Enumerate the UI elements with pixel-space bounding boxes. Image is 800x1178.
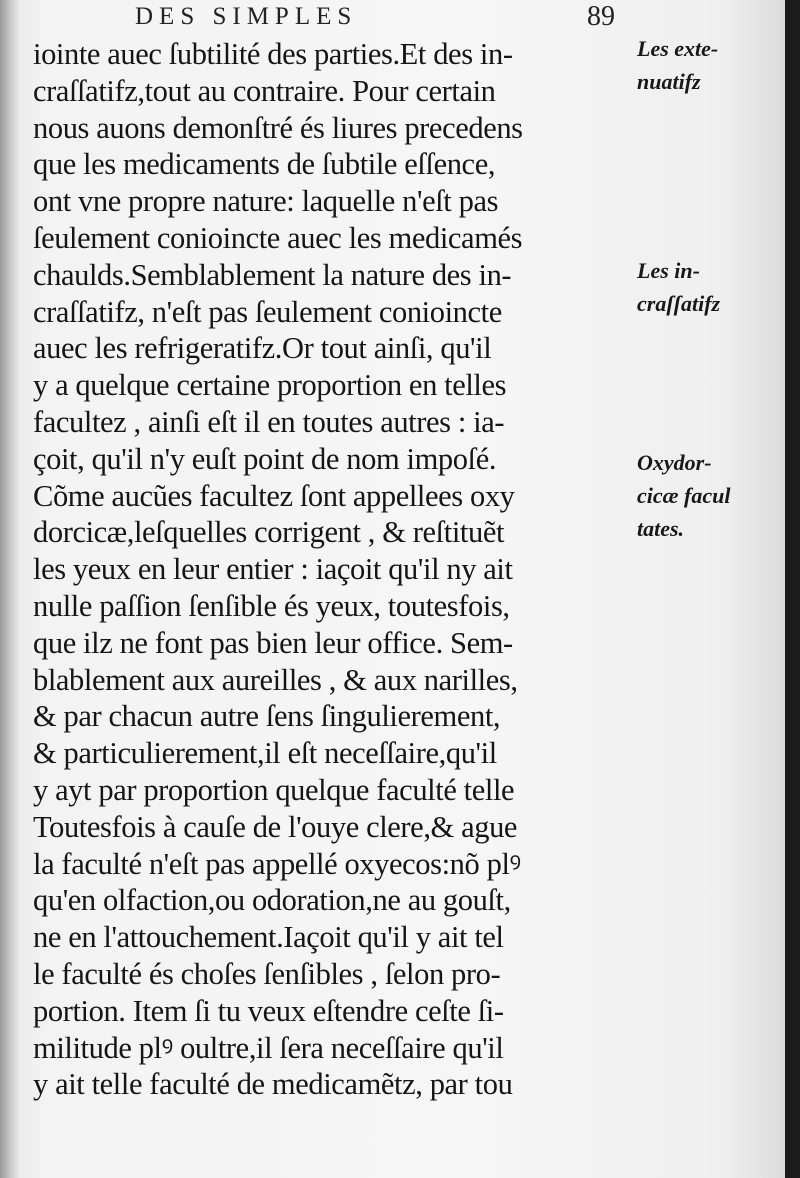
body-text <box>33 36 633 1103</box>
text-line: çoit, qu'il n'y euſt point de nom impoſé. <box>33 441 497 476</box>
text-line: auec les refrigeratifz.Or tout ainſi, qu'il <box>33 331 492 366</box>
text-line: que les medicaments de ſubtile eſſence, <box>33 147 496 182</box>
marginal-note-line: tates. <box>637 516 685 541</box>
marginal-note-line: Oxydor- <box>637 450 712 475</box>
page-number: 89 <box>587 1 615 32</box>
text-line: nous auons demonſtré és liures precedens <box>33 110 523 145</box>
page-gutter-shadow <box>0 0 20 1178</box>
text-line: portion. Item ſi tu veux eſtendre ceſte ſi- <box>33 993 504 1028</box>
text-line: le faculté és choſes ſenſibles , ſelon pro- <box>33 956 501 991</box>
text-line: y ayt par proportion quelque faculté telle <box>33 772 515 807</box>
text-line: ont vne propre nature: laquelle n'eſt pas <box>33 184 499 219</box>
text-line: facultez , ainſi eſt il en toutes autres : ia- <box>33 404 505 439</box>
text-line: craſſatifz, n'eſt pas ſeulement conioincte <box>33 294 502 329</box>
marginal-note-line: craſſatifz <box>637 291 721 316</box>
text-line: nulle paſſion ſenſible és yeux, toutesfois, <box>33 588 510 623</box>
text-line: Toutesfois à cauſe de l'ouye clere,& ague <box>33 809 518 844</box>
marginal-note-line: nuatifz <box>637 69 701 94</box>
marginal-note-extenuatifz <box>637 32 785 98</box>
text-line: blablement aux aureilles , & aux narilles, <box>33 662 518 697</box>
marginal-note-incrassatifz <box>637 254 785 320</box>
text-line: ſeulement conioincte auec les medicamés <box>33 220 523 255</box>
text-line: & par chacun autre ſens ſingulierement, <box>33 699 501 734</box>
text-line: la faculté n'eſt pas appellé oxyecos:nõ plꝰ <box>33 846 521 881</box>
text-line: ne en l'attouchement.Iaçoit qu'il y ait tel <box>33 920 504 955</box>
text-line: craſſatifz,tout au contraire. Pour certain <box>33 73 496 108</box>
running-head <box>135 0 615 34</box>
text-line: militude plꝰ oultre,il ſera neceſſaire qu'il <box>33 1030 504 1065</box>
text-line: y ait telle faculté de medicamẽtz, par tou <box>33 1067 513 1102</box>
text-line: y a quelque certaine proportion en telles <box>33 368 507 403</box>
marginal-note-line: Les exte- <box>637 36 719 61</box>
text-line: & particulierement,il eſt neceſſaire,qu'il <box>33 736 497 771</box>
marginal-note-line: Les in- <box>637 258 700 283</box>
text-line: chaulds.Semblablement la nature des in- <box>33 257 512 292</box>
text-line: qu'en olfaction,ou odoration,ne au gouſt, <box>33 883 511 918</box>
marginal-note-oxydorcicae <box>637 446 785 545</box>
text-line: Cõme aucũes facultez ſont appellees oxy <box>33 478 515 513</box>
page-edge-dark <box>785 0 800 1178</box>
running-head-title: DES SIMPLES <box>135 3 358 30</box>
text-line: iointe auec ſubtilité des parties.Et des in- <box>33 37 513 71</box>
text-line: que ilz ne font pas bien leur office. Sem- <box>33 625 513 660</box>
text-line: dorcicæ,leſquelles corrigent , & reſtituẽt <box>33 515 505 550</box>
marginal-note-line: cicæ facul <box>637 483 731 508</box>
text-line: les yeux en leur entier : iaçoit qu'il ny ait <box>33 552 513 587</box>
